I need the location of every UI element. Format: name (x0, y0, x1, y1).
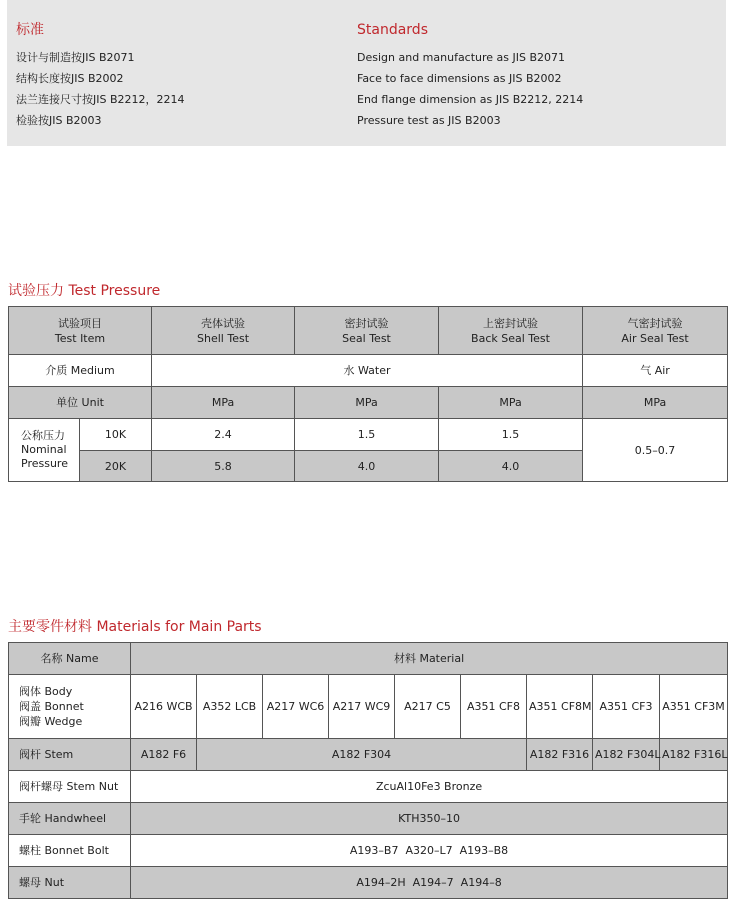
body-material: A351 CF3M (660, 675, 728, 739)
table-row (9, 355, 728, 387)
standards-zh-line: 检验按JIS B2003 (16, 114, 102, 127)
body-material: A217 C5 (395, 675, 461, 739)
pressure-class: 10K (80, 419, 152, 451)
table-row (9, 803, 728, 835)
table-row (9, 771, 728, 803)
nominal-pressure-label: 公称压力 Nominal Pressure (9, 419, 80, 482)
standards-en-title: Standards (357, 22, 428, 38)
standards-zh-title: 标准 (16, 22, 44, 38)
handwheel-label: 手轮 Handwheel (9, 803, 131, 835)
table-header-row (9, 643, 728, 675)
table-header-row (9, 307, 728, 355)
name-header: 名称 Name (9, 643, 131, 675)
back-seal-value: 1.5 (439, 419, 583, 451)
materials-table (8, 642, 728, 899)
header-test-item: 试验项目 Test Item (9, 307, 152, 355)
header-seal-test: 密封试验 Seal Test (295, 307, 439, 355)
nut-material: A194–2H A194–7 A194–8 (131, 867, 728, 899)
medium-water: 水 Water (152, 355, 583, 387)
body-material: A351 CF8M (527, 675, 593, 739)
standards-en-line: Design and manufacture as JIS B2071 (357, 51, 566, 64)
seal-value: 4.0 (295, 451, 439, 482)
test-pressure-title: 试验压力 Test Pressure (8, 283, 161, 299)
body-material: A216 WCB (131, 675, 197, 739)
unit-seal: MPa (295, 387, 439, 419)
unit-shell: MPa (152, 387, 295, 419)
test-pressure-table (8, 306, 728, 482)
unit-air-seal: MPa (583, 387, 728, 419)
shell-value: 2.4 (152, 419, 295, 451)
bonnet-bolt-material: A193–B7 A320–L7 A193–B8 (131, 835, 728, 867)
unit-label: 单位 Unit (9, 387, 152, 419)
medium-air: 气 Air (583, 355, 728, 387)
standards-zh-line: 设计与制造按JIS B2071 (16, 51, 135, 64)
header-shell-test: 壳体试验 Shell Test (152, 307, 295, 355)
materials-title: 主要零件材料 Materials for Main Parts (8, 619, 262, 635)
body-bonnet-wedge-label: 阀体 Body 阀盖 Bonnet 阀瓣 Wedge (9, 675, 131, 739)
unit-back-seal: MPa (439, 387, 583, 419)
table-row (9, 835, 728, 867)
standards-en (357, 20, 583, 131)
table-row (9, 387, 728, 419)
bonnet-bolt-label: 螺柱 Bonnet Bolt (9, 835, 131, 867)
medium-label: 介质 Medium (9, 355, 152, 387)
header-back-seal-test: 上密封试验 Back Seal Test (439, 307, 583, 355)
stem-material: A182 F304L (593, 739, 660, 771)
standards-zh-line: 法兰连接尺寸按JIS B2212，2214 (16, 93, 185, 106)
seal-value: 1.5 (295, 419, 439, 451)
header-air-seal-test: 气密封试验 Air Seal Test (583, 307, 728, 355)
body-material: A351 CF8 (461, 675, 527, 739)
stem-material: A182 F316L (660, 739, 728, 771)
air-seal-value: 0.5–0.7 (583, 419, 728, 482)
stem-material: A182 F316 (527, 739, 593, 771)
handwheel-material: KTH350–10 (131, 803, 728, 835)
stem-label: 阀杆 Stem (9, 739, 131, 771)
stem-material: A182 F304 (197, 739, 527, 771)
body-material: A351 CF3 (593, 675, 660, 739)
body-material: A217 WC9 (329, 675, 395, 739)
standards-en-line: Pressure test as JIS B2003 (357, 114, 501, 127)
standards-zh (16, 20, 185, 131)
pressure-class: 20K (80, 451, 152, 482)
shell-value: 5.8 (152, 451, 295, 482)
back-seal-value: 4.0 (439, 451, 583, 482)
standards-zh-line: 结构长度按JIS B2002 (16, 72, 124, 85)
standards-en-line: End flange dimension as JIS B2212, 2214 (357, 93, 584, 106)
stem-nut-label: 阀杆螺母 Stem Nut (9, 771, 131, 803)
nut-label: 螺母 Nut (9, 867, 131, 899)
table-row (9, 867, 728, 899)
table-row (9, 675, 728, 739)
stem-nut-material: ZcuAl10Fe3 Bronze (131, 771, 728, 803)
body-material: A352 LCB (197, 675, 263, 739)
material-header: 材料 Material (131, 643, 728, 675)
stem-material: A182 F6 (131, 739, 197, 771)
standards-panel (7, 0, 726, 146)
body-material: A217 WC6 (263, 675, 329, 739)
standards-en-line: Face to face dimensions as JIS B2002 (357, 72, 562, 85)
table-row (9, 419, 728, 451)
table-row (9, 739, 728, 771)
